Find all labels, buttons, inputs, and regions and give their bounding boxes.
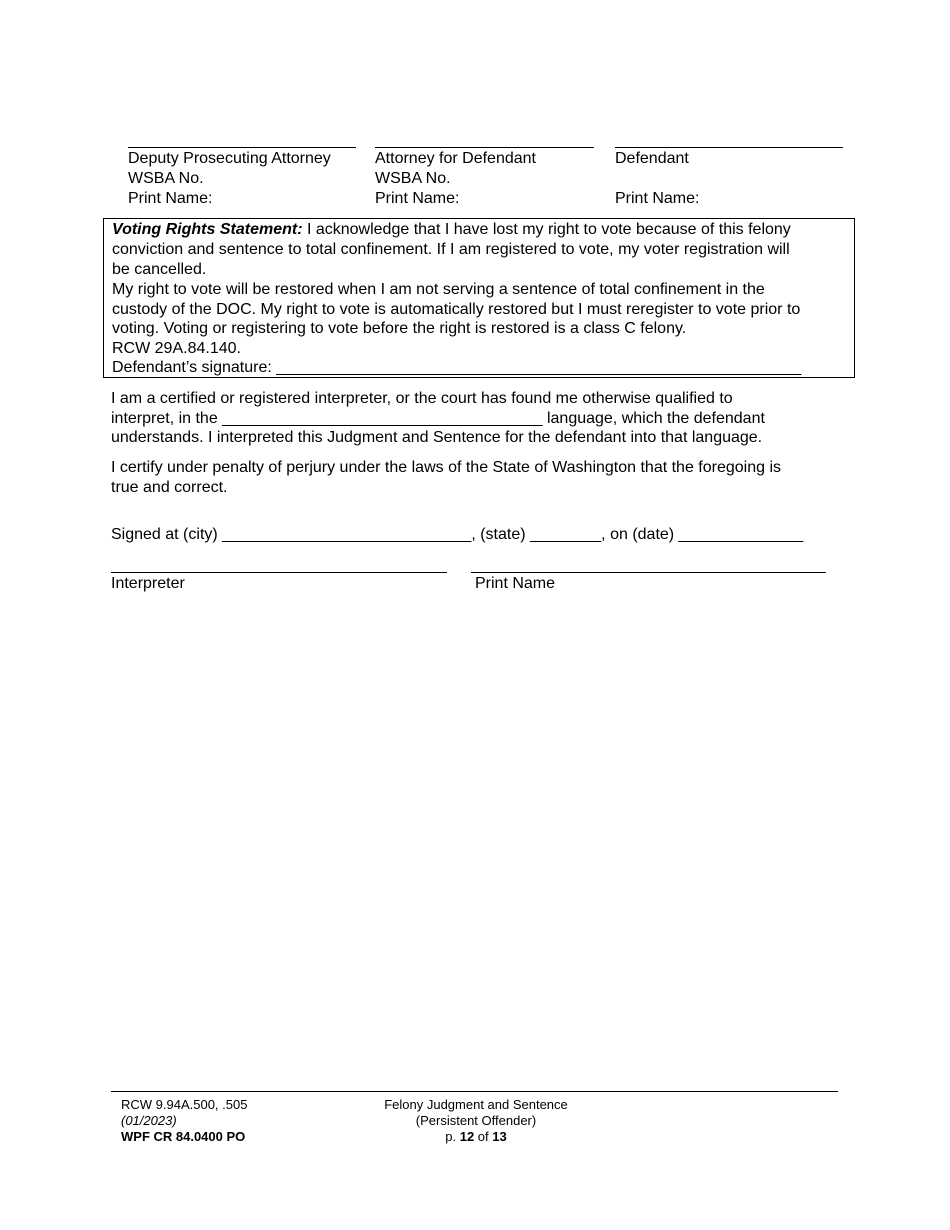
voting-line-3: be cancelled. (112, 261, 207, 278)
print-name-label: Print Name (475, 575, 556, 592)
defendant-title: Defendant (615, 150, 689, 167)
interpreter-line-1: I am a certified or registered interpreter, or the court has found me otherwise qualified to (111, 390, 733, 407)
footer-title-2: (Persistent Offender) (415, 1113, 537, 1128)
voting-line-7: RCW 29A.84.140. (112, 340, 241, 357)
defendant-signature-field[interactable]: Defendant’s signature: ___________________________________________________________ (112, 359, 802, 376)
interpreter-label: Interpreter (111, 575, 185, 592)
interpreter-line-3: understands. I interpreted this Judgment and Sentence for the defendant into that language. (111, 429, 763, 446)
footer-page-number (351, 1129, 601, 1145)
voting-line-4: My right to vote will be restored when I am not serving a sentence of total confinement in the (112, 281, 765, 298)
defendant-print-name: Print Name: (615, 190, 700, 207)
interpreter-signature-line[interactable] (111, 572, 447, 573)
defense-attorney-print-name: Print Name: (375, 190, 460, 207)
interpreter-line-2[interactable]: interpret, in the ____________________________________ language, which the defendant (111, 410, 765, 427)
voting-line-6: voting. Voting or registering to vote before the right is restored is a class C felony. (112, 320, 687, 337)
voting-line-1 (112, 220, 791, 240)
footer-date: (01/2023) (121, 1113, 177, 1128)
signed-at-line[interactable]: Signed at (city) ____________________________, (state) ________, on (date) ______________ (111, 526, 804, 543)
voting-line-5: custody of the DOC. My right to vote is automatically restored but I must reregister to vote prior to (112, 301, 801, 318)
dpa-signature-line (128, 147, 356, 148)
footer-form-number: WPF CR 84.0400 PO (121, 1129, 246, 1144)
voting-rights-box (103, 218, 855, 378)
print-name-line[interactable] (471, 572, 826, 573)
footer-title-1: Felony Judgment and Sentence (384, 1097, 568, 1112)
defense-attorney-signature-line (375, 147, 594, 148)
defendant-signature-line (615, 147, 843, 148)
dpa-wsba: WSBA No. (128, 170, 204, 187)
dpa-title: Deputy Prosecuting Attorney (128, 150, 331, 167)
defense-attorney-wsba: WSBA No. (375, 170, 451, 187)
page-total: 13 (492, 1129, 507, 1144)
dpa-print-name: Print Name: (128, 190, 213, 207)
footer-rule (111, 1091, 838, 1092)
voting-line-1-text: I acknowledge that I have lost my right to vote because of this felony (302, 221, 791, 238)
defense-attorney-title: Attorney for Defendant (375, 150, 536, 167)
page-of: of (474, 1129, 493, 1144)
page-current: 12 (459, 1129, 475, 1144)
page-prefix: p. (445, 1129, 460, 1144)
certify-line-1: I certify under penalty of perjury under the laws of the State of Washington that the foregoing is (111, 459, 782, 476)
footer-rcw: RCW 9.94A.500, .505 (121, 1097, 248, 1112)
voting-heading: Voting Rights Statement: (112, 221, 303, 238)
certify-line-2: true and correct. (111, 479, 228, 496)
voting-line-2: conviction and sentence to total confinement. If I am registered to vote, my voter registration will (112, 241, 790, 258)
